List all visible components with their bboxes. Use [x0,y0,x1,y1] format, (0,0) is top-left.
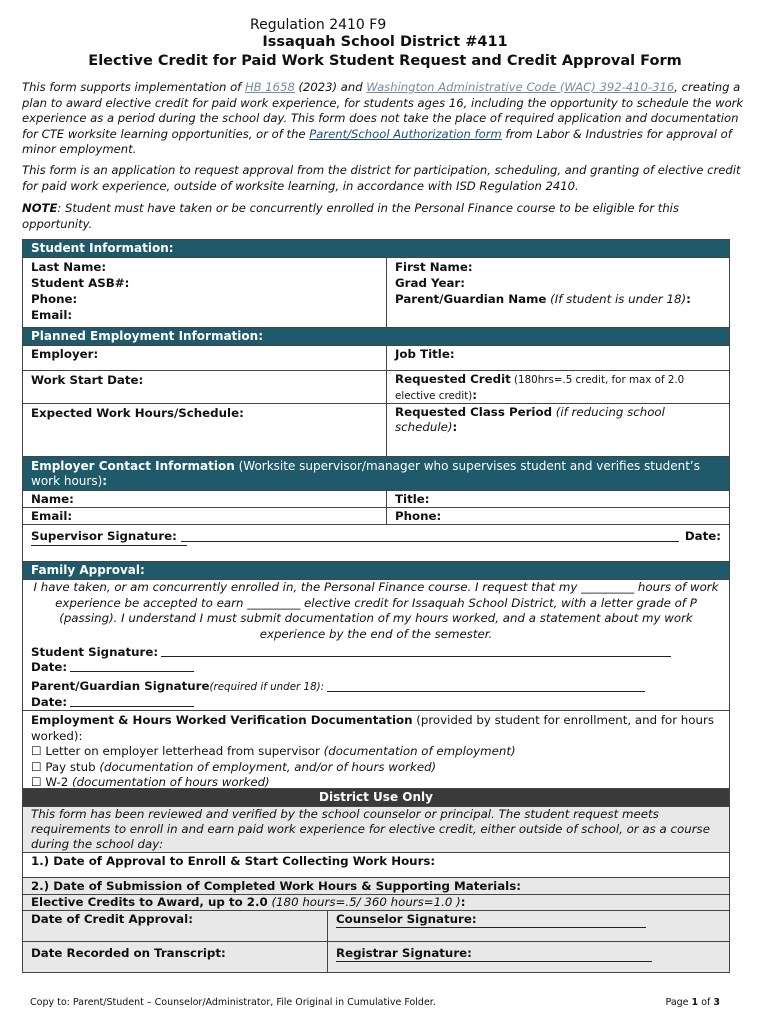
family-approval-header: Family Approval: [23,561,729,579]
verification-section [23,710,729,788]
verification-title: Employment & Hours Worked Verification Documentation [31,713,413,727]
note-text: : Student must have taken or be concurrently enrolled in the Personal Finance course to be eligible for this opportunity. [22,201,679,231]
application-paragraph: This form is an application to request approval from the district for participation, scheduling, and granting of elective credit for paid work experience, outside of worksite learning, in accordance with ISD Regulation 2410. [22,163,741,193]
district-title: Issaquah School District #411 [262,34,508,50]
guardian-name-label: Parent/Guardian Name [395,292,547,306]
supervisor-date-line[interactable] [31,545,187,546]
item-note: (documentation of employment) [323,744,516,758]
district-statement: This form has been reviewed and verified by the school counselor or principal. The student request meets requirements to enroll in and earn paid work experience for elective credit, either outside of school, or as a course during the school day: [23,806,729,852]
approval-date-row [23,852,729,877]
employer-contact-row-1 [23,490,729,507]
verification-item-paystub[interactable] [31,760,721,776]
note-label: NOTE [22,201,58,215]
job-title-field[interactable]: Job Title: [395,347,455,361]
credits-colon: : [460,895,466,909]
student-info-left [23,258,387,327]
hb-1658-link[interactable]: HB 1658 [244,80,295,94]
first-name-field[interactable]: First Name: [395,260,473,274]
item-label: Pay stub [41,759,100,774]
student-signature-line[interactable] [161,645,671,657]
employment-header: Planned Employment Information: [23,327,729,345]
student-info-right [387,258,729,327]
intro-text: from Labor & Industries for approval of minor employment. [22,126,732,156]
family-statement [23,580,729,642]
verification-note: (provided by student for enrollment, and for hours worked): [31,713,714,743]
transcript-row [23,941,729,972]
supervisor-email-field[interactable]: Email: [23,508,387,524]
student-info-header: Student Information: [23,240,729,257]
family-signatures [23,642,729,710]
regulation-number: Regulation 2410 F9 [250,17,387,33]
checkbox-icon[interactable]: ☐ [31,775,42,789]
transcript-date-field[interactable]: Date Recorded on Transcript: [23,942,328,972]
registrar-signature-field[interactable] [328,942,729,972]
intro-text: This form supports implementation of [22,80,245,94]
request-form [22,239,730,973]
note-paragraph [22,201,748,232]
counselor-signature-label: Counselor Signature: [336,912,477,926]
employer-contact-row-2 [23,507,729,524]
registrar-signature-label: Registrar Signature: [336,946,472,960]
phone-field[interactable]: Phone: [31,292,78,306]
statement-text: elective credit for Issaquah School District, with a letter grade of P (passing). I understand I must submit documentation of my hours worked, and a statement about my work experience by the end of the semester. [59,595,697,641]
guardian-date-line[interactable] [70,695,194,707]
supervisor-phone-field[interactable]: Phone: [395,509,442,523]
verification-heading [31,713,721,744]
item-note: (documentation of employment, and/or of hours worked) [99,759,437,774]
guardian-signature-label: Parent/Guardian Signature [31,679,210,693]
student-date-line[interactable] [70,660,194,672]
grad-year-field[interactable]: Grad Year: [395,276,465,290]
page-total: 3 [713,997,720,1008]
family-approval-section [23,579,729,788]
checkbox-icon[interactable]: ☐ [31,744,42,758]
class-period-label: Requested Class Period [395,405,553,419]
item-label: Letter on employer letterhead from supervisor [41,744,324,758]
student-asb-field[interactable]: Student ASB#: [31,276,130,290]
statement-text: hours of work experience be accepted to earn [55,580,719,610]
credits-label: Elective Credits to Award, up to 2.0 [31,895,268,909]
submission-date-field[interactable]: 2.) Date of Submission of Completed Work Hours & Supporting Materials: [23,878,729,894]
credit-blank[interactable]: _________ [247,595,301,610]
employment-row-1 [23,345,729,370]
employer-contact-header [23,456,729,490]
counselor-signature-line[interactable] [336,927,646,928]
intro-text: , creating a plan to award elective credit for paid work experience, for students ages 16, including the opportunity to schedule the work experience as a period during the school day. This form does not take the place of required application and documentation for CTE worksite learning opportunities, or of the [22,80,744,141]
counselor-signature-field[interactable] [328,911,729,941]
requested-credit-label: Requested Credit [395,372,511,386]
checkbox-icon[interactable]: ☐ [31,759,42,774]
page-of: of [698,997,714,1008]
guardian-name-field[interactable] [395,291,721,307]
copy-distribution: Copy to: Parent/Student – Counselor/Administrator, File Original in Cumulative Folder. [30,997,436,1008]
guardian-signature-line[interactable] [327,679,645,692]
verification-item-letter[interactable] [31,744,721,760]
employment-row-2 [23,370,729,403]
supervisor-name-field[interactable]: Name: [23,491,387,507]
page-current: 1 [691,997,699,1008]
employer-contact-note: (Worksite supervisor/manager who supervises student and verifies student’s work hours) [31,459,700,488]
form-title: Elective Credit for Paid Work Student Request and Credit Approval Form [88,53,682,69]
class-period-field[interactable] [387,404,729,456]
requested-credit-colon: : [472,388,477,402]
guardian-name-colon: : [686,292,691,306]
email-field[interactable]: Email: [31,308,73,322]
employer-contact-colon: : [102,474,108,488]
intro-text: (2023) and [294,80,367,94]
class-period-note: (if reducing school schedule) [395,405,665,434]
credits-note: (180 hours=.5/ 360 hours=1.0 ) [267,895,461,909]
submission-date-row [23,877,729,894]
work-hours-field[interactable]: Expected Work Hours/Schedule: [23,404,387,456]
page-label: Page [665,997,692,1008]
item-note: (documentation of hours worked) [72,775,270,789]
item-label: W-2 [41,775,73,789]
employer-contact-title: Employer Contact Information [31,459,235,473]
employment-row-3 [23,403,729,456]
supervisor-date-label: Date: [684,529,721,543]
guardian-date-label: Date: [31,695,68,709]
supervisor-signature-field[interactable] [23,525,729,561]
credit-approval-row [23,910,729,941]
student-signature-label: Student Signature: [31,645,159,659]
district-use-header: District Use Only [23,788,729,806]
page-footer [30,997,720,1008]
wac-link[interactable]: Washington Administrative Code (WAC) 392-410-316 [366,80,675,94]
page-number [666,997,720,1008]
hours-blank[interactable]: _________ [581,580,635,594]
credits-row [23,894,729,910]
intro-paragraph [22,80,748,158]
credit-approval-date-field[interactable]: Date of Credit Approval: [23,911,328,941]
requested-credit-field[interactable] [387,371,729,403]
last-name-field[interactable]: Last Name: [31,260,107,274]
guardian-name-note: (If student is under 18) [546,292,687,306]
class-period-colon: : [452,420,458,434]
requested-credit-note: (180hrs=.5 credit, for max of 2.0 elective credit) [395,374,685,402]
student-date-label: Date: [31,660,68,674]
supervisor-signature-line[interactable] [181,528,679,542]
employer-field[interactable]: Employer: [23,346,387,370]
approval-date-field[interactable]: 1.) Date of Approval to Enroll & Start Collecting Work Hours: [31,854,436,868]
credits-field[interactable] [23,895,729,910]
supervisor-signature-row [23,524,729,561]
registrar-signature-line[interactable] [336,961,652,962]
student-info-section [23,257,729,327]
authorization-form-link[interactable]: Parent/School Authorization form [309,126,502,141]
supervisor-signature-label: Supervisor Signature: [31,529,177,543]
work-start-date-field[interactable]: Work Start Date: [23,371,387,403]
statement-text: I have taken, or am concurrently enrolled in, the Personal Finance course. I request that my [33,580,582,594]
supervisor-title-field[interactable]: Title: [395,492,430,506]
guardian-signature-note: (required if under 18): [209,681,325,693]
